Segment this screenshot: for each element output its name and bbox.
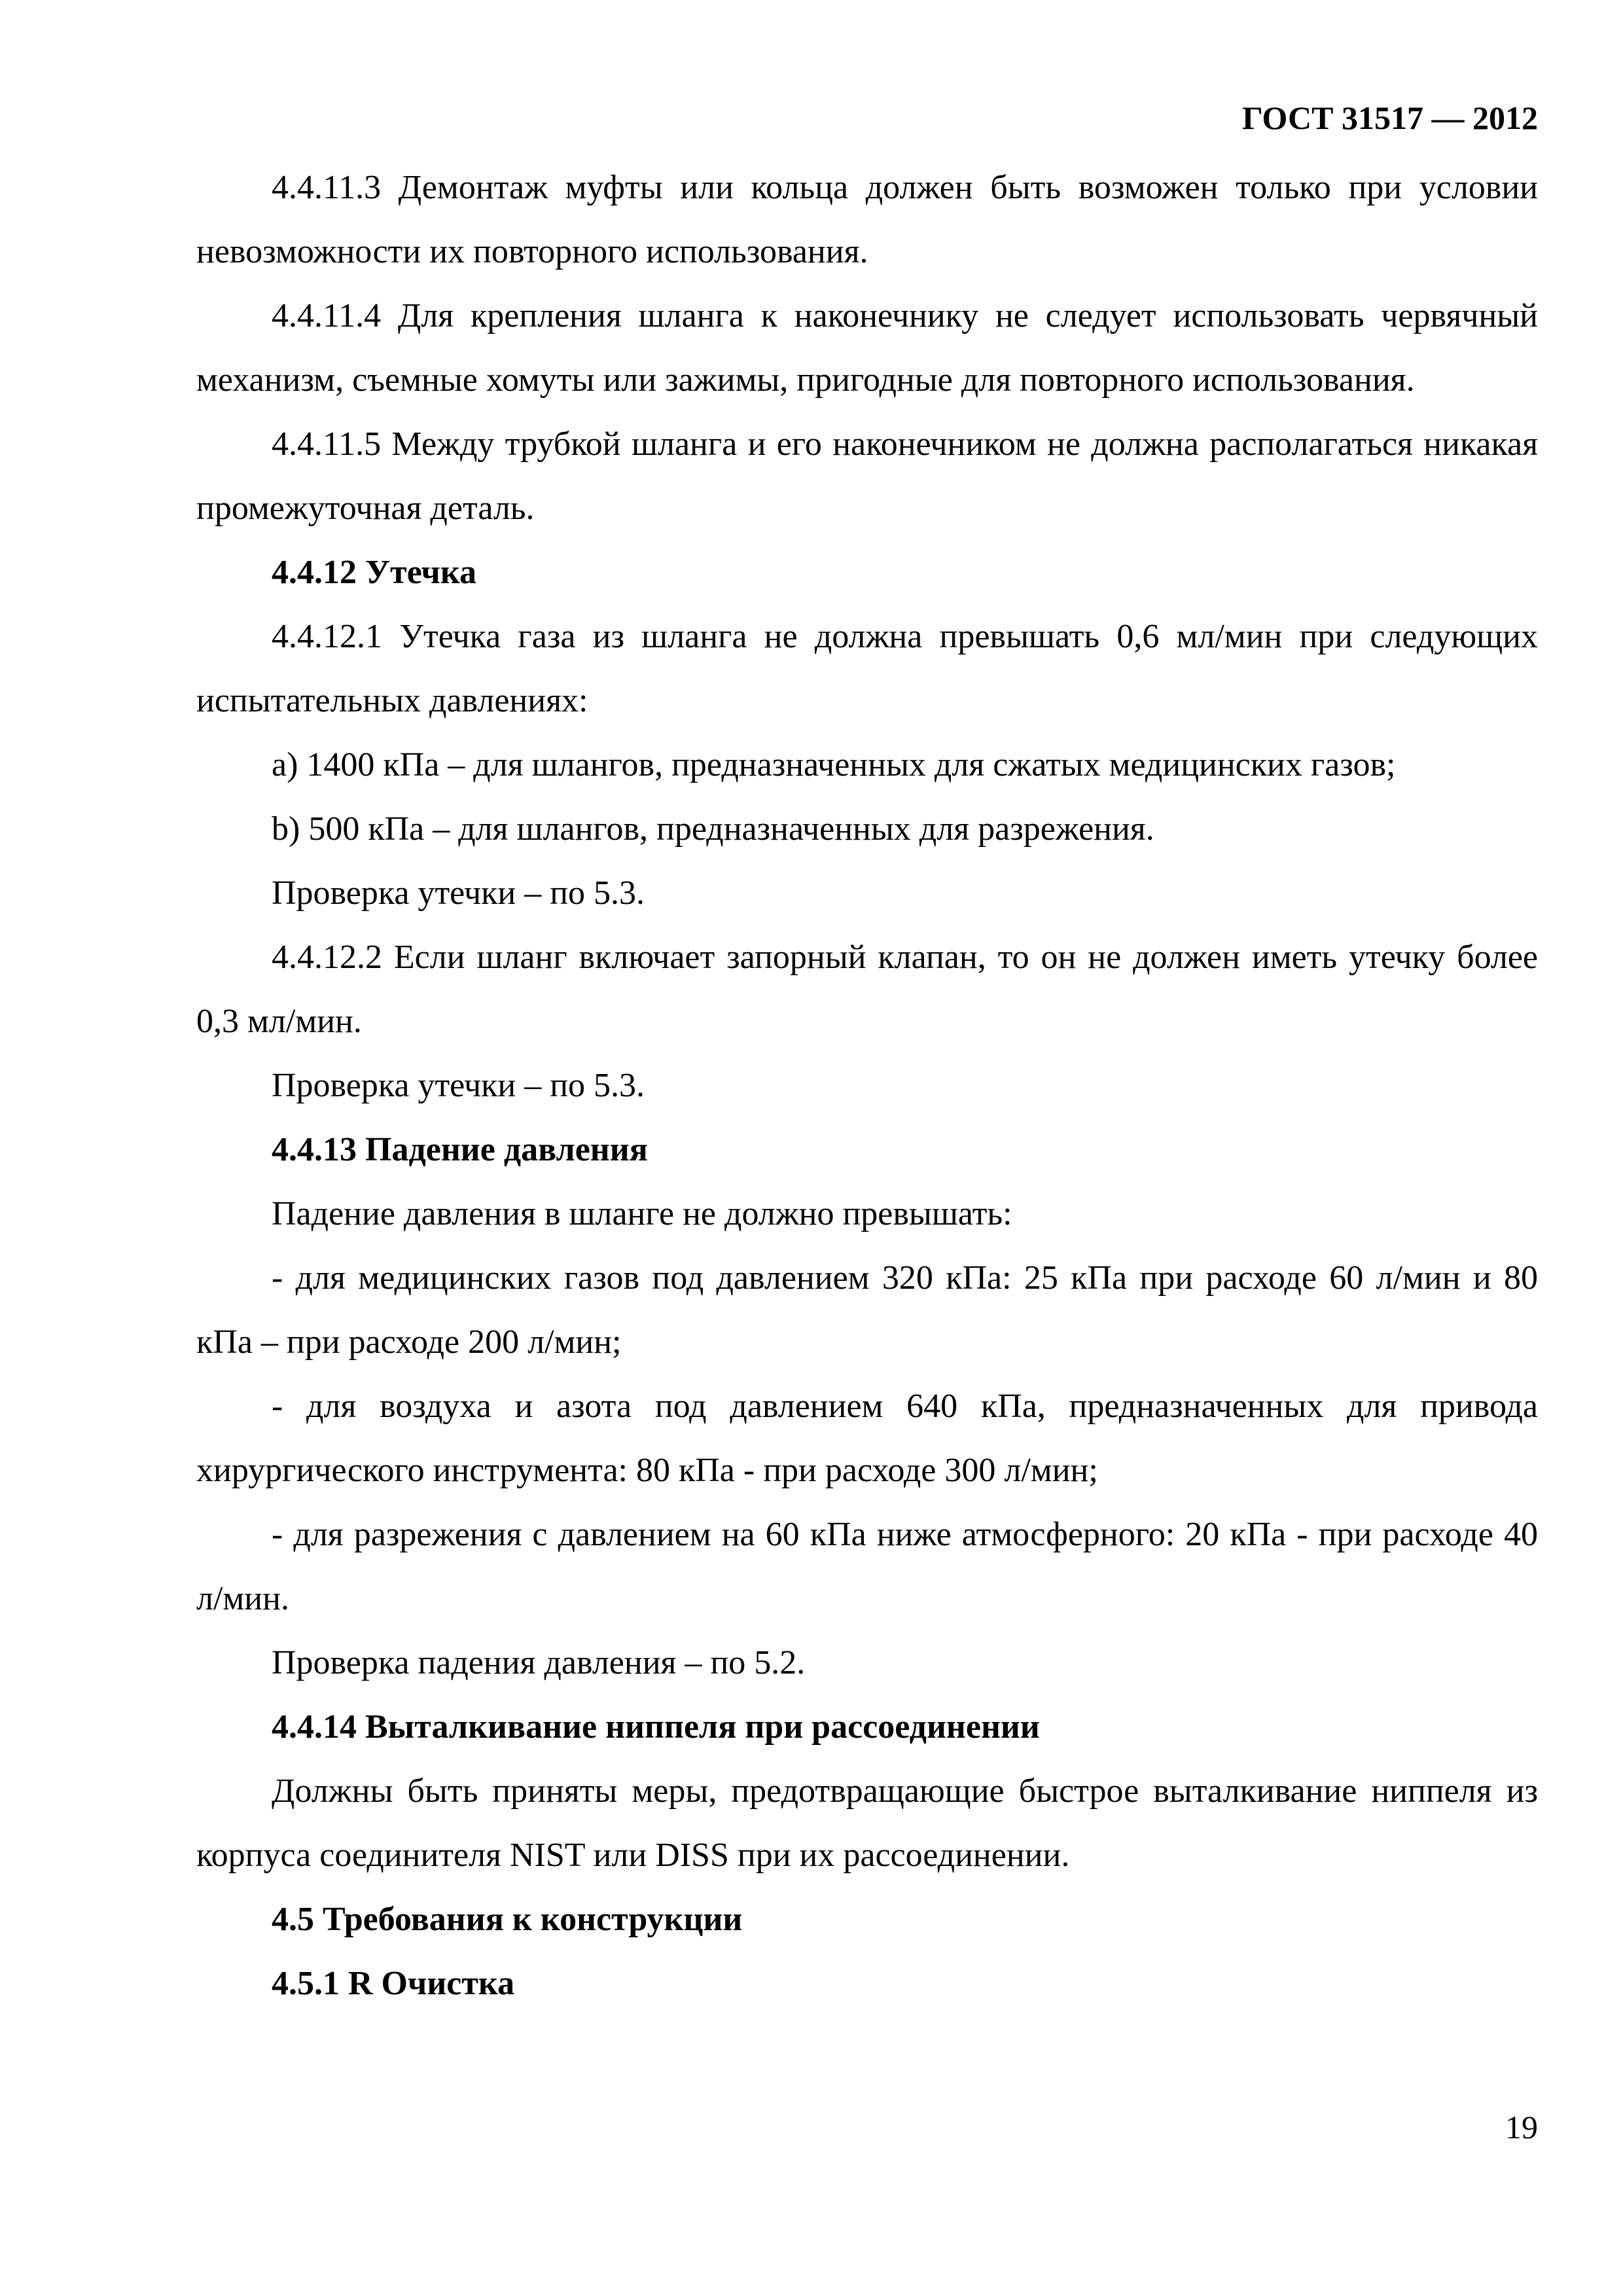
document-header: ГОСТ 31517 — 2012 [1241, 99, 1538, 136]
list-item-air-nitrogen: - для воздуха и азота под давлением 640 кПа, предназначенных для привода хирургического инструмента: 80 кПа - при расходе 300 л/мин; [196, 1388, 1538, 1489]
section-heading-4-4-12: 4.4.12 Утечка [272, 554, 476, 591]
paragraph-4-4-11-5: 4.4.11.5 Между трубкой шланга и его наконечником не должна располагаться никакая промежуточная деталь. [196, 425, 1538, 527]
document-body [196, 156, 1538, 2016]
list-item-medical-gases: - для медицинских газов под давлением 320 кПа: 25 кПа при расходе 60 л/мин и 80 кПа – при расходе 200 л/мин; [196, 1259, 1538, 1361]
check-note: Проверка утечки – по 5.3. [272, 1067, 645, 1104]
paragraph-4-4-14: Должны быть приняты меры, предотвращающие быстрое выталкивание ниппеля из корпуса соединителя NIST или DISS при их рассоединении. [196, 1772, 1538, 1874]
paragraph-4-4-12-1: 4.4.12.1 Утечка газа из шланга не должна превышать 0,6 мл/мин при следующих испытательных давлениях: [196, 618, 1538, 719]
list-item-vacuum: - для разрежения с давлением на 60 кПа ниже атмосферного: 20 кПа - при расходе 40 л/мин. [196, 1516, 1538, 1617]
page-number: 19 [1505, 2109, 1538, 2145]
list-item-a: a) 1400 кПа – для шлангов, предназначенных для сжатых медицинских газов; [272, 746, 1396, 783]
section-heading-4-5-1: 4.5.1 R Очистка [272, 1965, 515, 2002]
paragraph-4-4-11-4: 4.4.11.4 Для крепления шланга к наконечнику не следует использовать червячный механизм, съемные хомуты или зажимы, пригодные для повторного использования. [196, 297, 1538, 399]
list-item-b: b) 500 кПа – для шлангов, предназначенных для разрежения. [272, 810, 1154, 848]
check-note: Проверка падения давления – по 5.2. [272, 1644, 806, 1681]
check-note: Проверка утечки – по 5.3. [272, 874, 645, 912]
paragraph-pressure-drop-intro: Падение давления в шланге не должно превышать: [272, 1195, 1012, 1232]
section-heading-4-5: 4.5 Требования к конструкции [272, 1901, 743, 1938]
section-heading-4-4-14: 4.4.14 Выталкивание ниппеля при рассоединении [272, 1708, 1040, 1746]
paragraph-4-4-11-3: 4.4.11.3 Демонтаж муфты или кольца должен быть возможен только при условии невозможности их повторного использования. [196, 169, 1538, 270]
section-heading-4-4-13: 4.4.13 Падение давления [272, 1131, 648, 1168]
paragraph-4-4-12-2: 4.4.12.2 Если шланг включает запорный клапан, то он не должен иметь утечку более 0,3 мл/мин. [196, 939, 1538, 1040]
